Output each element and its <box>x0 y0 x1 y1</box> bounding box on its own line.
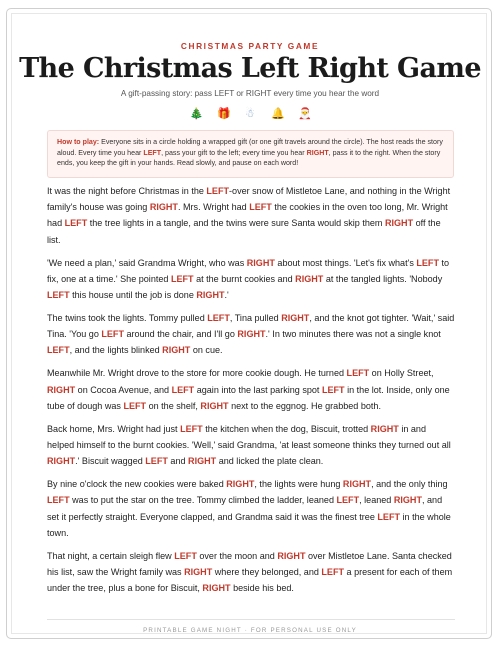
howto-seg: , pass it to the right. When the story ends, you keep the gift in your hands. Read slowly, and pause on each word! <box>57 148 441 168</box>
right-keyword: RIGHT <box>277 550 306 561</box>
left-keyword: LEFT <box>207 313 230 324</box>
left-keyword: LEFT <box>206 186 230 196</box>
right-keyword: RIGHT <box>184 567 213 578</box>
left-keyword: LEFT <box>174 550 197 561</box>
page-title: The Christmas Left Right Game <box>19 53 481 84</box>
gift-icon: 🎁 <box>216 108 231 120</box>
right-keyword: RIGHT <box>202 583 231 594</box>
christmas-tree-icon: 🎄 <box>189 108 204 120</box>
left-keyword: LEFT <box>64 218 88 229</box>
footer-note: PRINTABLE GAME NIGHT · FOR PERSONAL USE ONLY <box>143 627 357 634</box>
game-kicker: CHRISTMAS PARTY GAME <box>180 41 320 51</box>
left-keyword: LEFT <box>171 384 195 395</box>
left-keyword: LEFT <box>321 567 345 578</box>
icon-row <box>0 108 500 121</box>
right-keyword: RIGHT <box>281 313 310 324</box>
left-keyword: LEFT <box>145 456 168 467</box>
right-keyword: RIGHT <box>149 202 178 213</box>
howto-seg: , pass your gift to the left; every time you hear <box>161 148 307 157</box>
left-keyword: LEFT <box>180 423 203 434</box>
footer-divider <box>47 619 455 620</box>
howto-right-keyword: RIGHT <box>306 148 329 157</box>
left-keyword: LEFT <box>47 345 70 356</box>
story-paragraph-3: The twins took the lights. Tommy pulled LEFT, Tina pulled RIGHT, and the knot got tighter. 'Wait,' said Tina. 'You go LEFT around the chair, and I'll go RIGHT.' In two minutes there was not a single knot LEFT, and the lights blinked RIGHT on cue. <box>47 313 455 356</box>
snowman-icon: ☃ <box>245 108 255 120</box>
right-keyword: RIGHT <box>384 218 414 229</box>
right-keyword: RIGHT <box>200 400 229 411</box>
left-keyword: LEFT <box>346 368 370 379</box>
left-keyword: LEFT <box>170 273 194 284</box>
story-paragraph-6: By nine o'clock the new cookies were baked RIGHT, the lights were hung RIGHT, and the only thing LEFT was to put the star on the tree. Tommy climbed the ladder, leaned LEFT, leaned RIGHT, and set it perfectly straight. Everyone clapped, and Grandma said it was the finest tree LEFT in the whole town. <box>47 479 451 538</box>
right-keyword: RIGHT <box>370 423 399 434</box>
howto-seg: Everyone sits in a circle holding a wrapped gift (or one gift travels around the circle). The host reads the story aloud. Every time you hear <box>57 138 443 157</box>
left-keyword: LEFT <box>416 257 439 268</box>
story-paragraph-4: Meanwhile Mr. Wright drove to the store for more cookie dough. He turned LEFT on Holly Street, RIGHT on Cocoa Avenue, and LEFT again into the last parking spot LEFT in the lot. Inside, only one tube of dough was LEFT on the shelf, RIGHT next to the eggnog. He grabbed both. <box>47 368 450 411</box>
left-keyword: LEFT <box>249 202 272 213</box>
left-keyword: LEFT <box>321 384 345 395</box>
story-paragraph-1: It was the night before Christmas in the LEFT-over snow of Mistletoe Lane, and nothing in the Wright family's house was going RIGHT. Mrs. Wright had LEFT the cookies in the oven too long, Mr. Wright had LEFT the tree lights in a tangle, and the twins were sure Santa would skip them RIGHT off the list. <box>47 186 451 245</box>
page-subtitle: A gift-passing story: pass LEFT or RIGHT every time you hear the word <box>120 89 380 98</box>
how-to-play-box <box>47 130 454 178</box>
left-keyword: LEFT <box>101 329 124 340</box>
right-keyword: RIGHT <box>246 257 275 268</box>
right-keyword: RIGHT <box>188 456 217 467</box>
right-keyword: RIGHT <box>47 384 76 395</box>
left-keyword: LEFT <box>123 400 147 411</box>
bell-icon: 🔔 <box>271 108 285 120</box>
left-keyword: LEFT <box>377 511 401 522</box>
story-paragraph-2: 'We need a plan,' said Grandma Wright, who was RIGHT about most things. 'Let's fix what's LEFT to fix, one at a time.' She pointed LEFT at the burnt cookies and RIGHT at the tangled lights. 'Nobody LEFT this house until the job is done RIGHT.' <box>47 257 450 301</box>
story-paragraph-5: Back home, Mrs. Wright had just LEFT the kitchen when the dog, Biscuit, trotted RIGHT in and helped himself to the burnt cookies. 'Well,' said Grandma, 'at least someone thinks they turned out all RIGHT.' Biscuit wagged LEFT and RIGHT and licked the plate clean. <box>47 423 451 467</box>
santa-icon: 🎅 <box>298 108 312 120</box>
right-keyword: RIGHT <box>47 456 76 467</box>
how-to-play-label: How to play: <box>57 138 100 146</box>
left-keyword: LEFT <box>47 495 70 506</box>
left-keyword: LEFT <box>336 495 360 506</box>
right-keyword: RIGHT <box>295 273 324 284</box>
left-keyword: LEFT <box>47 290 70 301</box>
right-keyword: RIGHT <box>237 329 266 340</box>
right-keyword: RIGHT <box>226 479 255 490</box>
story-paragraph-7: That night, a certain sleigh flew LEFT over the moon and RIGHT over Mistletoe Lane. Santa checked his list, saw the Wright family was RIGHT where they belonged, and LEFT a present for each of them under the tree, plus a bone for Biscuit, RIGHT beside his bed. <box>47 550 453 594</box>
right-keyword: RIGHT <box>393 495 422 506</box>
right-keyword: RIGHT <box>196 290 225 301</box>
right-keyword: RIGHT <box>342 479 372 490</box>
story-body <box>47 183 455 603</box>
howto-left-keyword: LEFT <box>143 148 162 157</box>
right-keyword: RIGHT <box>162 345 191 356</box>
